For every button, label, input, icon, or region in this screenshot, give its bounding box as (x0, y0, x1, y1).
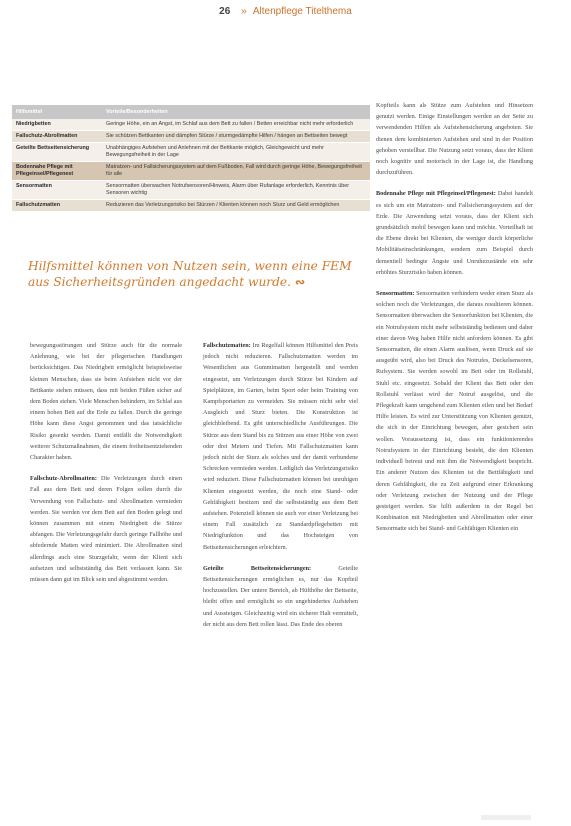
paragraph-text: Im Regelfall können Hilfsmittel den Preis jedoch nicht reduzieren. Fallschutzmatten werden im Wesentlichen aus Gummimatten hergestellt und werden eingesetzt, um Verletzungen durch Stürze bei Kindern auf Spielplätzen, im Garten, beim Sport oder beim Training von Kampfsportarten zu vermeiden. Sie müssen nicht sehr viel Ausgleich und Sturz bieten. Die Konstruktion ist gleichbleibend. Es gibt unterschiedliche Ausführungen. Die Stürze aus dem Stand bis zu Stürzen aus einer Höhe von zwei oder drei Metern und Tiefen. Mit Fallschutzmatten kann jedoch nicht der Sturz als solches und der damit verbundene Schrecken vermieden werden. Lediglich das Verletzungsrisiko wird reduziert. Diese Fallschutzmatten können bei unruhigen Klienten eingesetzt werden, die noch eine Stand- oder Gehfähigkeit besitzen und die selbstständig aus dem Bett aufstehen. Potenziell können sie auch vor einer Verletzung bei einem Fall zusätzlich zu Standardpflegebetten mit Niedrigfunktion und das Hochsteigen von Bettseitensicherungen erleichtern. (203, 342, 358, 551)
aids-overview-table (12, 105, 370, 212)
paragraph (30, 340, 182, 463)
pull-quote (28, 258, 358, 290)
paragraph-lead: Bodennahe Pflege mit Pflegeinsel/Pflegenest: (376, 190, 496, 198)
table-header-row (12, 105, 370, 119)
page-header (0, 6, 571, 26)
table-row (12, 119, 370, 131)
paragraph (376, 100, 533, 178)
row-text: Matratzen- und Fallsicherungssystem auf dem Fußboden, Fall wird durch geringe Höhe, Bewegungsfreiheit für alle (102, 162, 370, 181)
paragraph-lead: Fallschutzmatten: (203, 342, 251, 349)
paragraph-text: bewegungsstörungen und Stürze auch für die normale Anlehnung, wie bei der pflegerischen Handlungen berücksichtigen. Das Niedrigbett ermöglicht beispielsweise kleinen Menschen, dass sie beim Aufstehen nicht vor der Bettkante stehen müssen, dass mit beiden Füßen sicher auf dem Boden stehen. Viele Menschen behindern, im Schlaf aus einem hohen Bett auf die Erde zu fallen. Durch die geringe Höhe kann diese Angst genommen und das tatsächliche Risiko gesenkt werden. Damit entfällt die Notwendigkeit weiterer Schutzmaßnahmen, die einem freiheitsentziehenden Charakter haben. (30, 342, 182, 462)
row-item: Bodennahe Pflege mit Pflegeinsel/Pflegenest (12, 162, 102, 181)
column-header-item: Hilfsmittel (12, 105, 102, 119)
paragraph-text: Sensormatten verhindern weder einen Sturz als solchen noch die Verletzungen, die daraus resultieren können. Sensormatten überwachen die Sensorfunktion bei Klienten, die ein Notrufsystem nicht mehr selbstständig bedienen und daher einer davon Weg haben Hilfe nicht anfordern können. Es gibt Sensormatten, die einen Alarm auslösen, wenn Druck auf sie ausgeübt wird, also bei Druck des Notrufes, Deckelsensoren, Rufsystem. Sie werden sowohl im Bett oder im Rollstuhl, Stuhl etc. eingesetzt. Sobald der Klient das Bett oder den Rollstuhl verlässt wird der Notruf ausgelöst, und die Pflegekraft kann umgehend zum Klienten eilen und bei Bedarf Hilfe leisten. Es wird zur Unterstützung von Klienten genutzt, die sich in der Einrichtung bewegen, aber gesichert sein wollen. Voraussetzung ist, dass ein funktionierendes Notrufsystem in der Einrichtung besteht, die den Klienten individuell betreut und mit ihm die Notwendigkeit bespricht. Ein anderer Nutzen des Klienten ist die Bettfähigkeit und deren Gehfähigkeit, die zu Zeit aufgrund einer Erkrankung oder Verletzung zwischen der Nutzung und der Pflege gesteigert werden. Sie hilft außerdem in der Regel bei Kombination mit Niedrigbetten und Abrollmatten oder einer Sensormatte sich bei Stand- und Gehfähigen Klienten ein (376, 290, 533, 533)
table-row (12, 162, 370, 181)
paragraph-text: Die Verletzungen durch einen Fall aus dem Bett und deren Folgen sollen durch die Verwendung von Fallschutz- und Abrollmatten vermieden werden. Sie werden vor dem Bett auf den Boden gelegt und können zusammen mit einem Niedrigbett die Stürze abfangen. Die Verletzungsgefahr durch geringe Fallhöhe und abfedernde Matten wird minimiert. Die Abrollmatten sind allerdings auch eine Sturzgefahr, wenn der Klient sich aufsetzen und selbstständig das Bett verlassen kann. Sie müssen dann gut im Blick sein und abgestimmt werden. (30, 475, 182, 584)
paragraph-lead: Sensormatten: (376, 290, 415, 298)
row-text: Geringe Höhe, ein an Angst, im Schlaf aus dem Bett zu fallen / Betten erreichbar nicht mehr erforderlich (102, 119, 370, 131)
section-title: Altenpflege Titelthema (252, 6, 352, 17)
paragraph (30, 473, 182, 585)
paragraph-lead: Fallschutz-Abrollmatten: (30, 475, 97, 483)
table-row (12, 200, 370, 212)
row-text: Unabhängiges Aufstehen und Anlehnen mit der Bettkante möglich, Gleichgewicht und mehr Bewegungsfreiheit in der Lage (102, 143, 370, 162)
row-item: Geteilte Bettseitensicherung (12, 143, 102, 162)
column-header-benefits: Vorteile/Besonderheiten (102, 105, 370, 119)
paragraph-text: Geteilte Bettseitensicherungen ermöglichen es, nur das Kopfteil hochzustellen. Der untere Bereich, ab Hüfthöhe der Bettseite, bleibt offen und ermöglicht so ein ungehindertes Aufstehen und Aussteigen. Gleichzeitig wird ein sicherer Halt vermittelt, der nicht aus dem Bett rollen lässt. Das Ende des oberen (203, 564, 358, 628)
body-column-3 (376, 100, 533, 545)
row-item: Niedrigbetten (12, 119, 102, 131)
quote-end-mark-icon: ∾ (295, 275, 306, 289)
body-column-1 (30, 340, 182, 595)
paragraph-text: Dabei handelt es sich um ein Matratzen- und Fallsicherungssystem auf der Erde. Die Anwendung setzt voraus, dass der Klient sich grundsätzlich mobil bewegen kann und möchte. Vorteilhaft ist die Ebene direkt bei Klienten, die weniger durch körperliche Mobilitätseinschränkungen, sondern zum Beispiel durch dementiell bedingte Ängste und Unruhezustände ein sehr erhöhtes Sturzrisiko haben können. (376, 190, 533, 276)
paragraph-lead: Geteilte Bettseitensicherungen: (203, 564, 312, 572)
header-separator: » (241, 6, 247, 17)
row-text: Sensormatten überwachen Notrufsensoren/Hinweis, Alarm über Rufanlage erforderlich, Kenntnis über Sensoren wichtig (102, 181, 370, 200)
row-item: Sensormatten (12, 181, 102, 200)
footer-mark (481, 815, 531, 820)
row-item: Fallschutzmatten (12, 200, 102, 212)
row-text: Reduzieren das Verletzungsrisiko bei Stürzen / Klienten können noch Sturz und Geld ermöglichen (102, 200, 370, 212)
table-row (12, 181, 370, 200)
table-row (12, 131, 370, 143)
row-item: Fallschutz-Abrollmatten (12, 131, 102, 143)
pull-quote-text: Hilfsmittel können von Nutzen sein, wenn eine FEM aus Sicherheitsgründen angedacht wurde. (28, 259, 352, 289)
page-number: 26 (219, 6, 231, 17)
row-text: Sie schützen Bettkanten und dämpfen Stürze / sturmgedämpfte Hilfen / hängen an Bettseiten bewegt (102, 131, 370, 143)
paragraph-text: Kopfteils kann als Stütze zum Aufstehen und Hinsetzen genutzt werden. Einige Einstellungen werden an der Seite zu verwendenden Hilfen als Aufstehensicherung angeboten. Sie dienen dem kombinierten Aufstehen und sind in der Position gehoben verstellbar. Die Nutzung setzt voraus, dass der Klient noch kognitiv und motorisch in der Lage ist, die Handlung durchzuführen. (376, 102, 533, 177)
table-row (12, 143, 370, 162)
paragraph (203, 340, 358, 553)
paragraph (376, 188, 533, 278)
paragraph (203, 563, 358, 630)
paragraph (376, 288, 533, 534)
body-column-2 (203, 340, 358, 640)
